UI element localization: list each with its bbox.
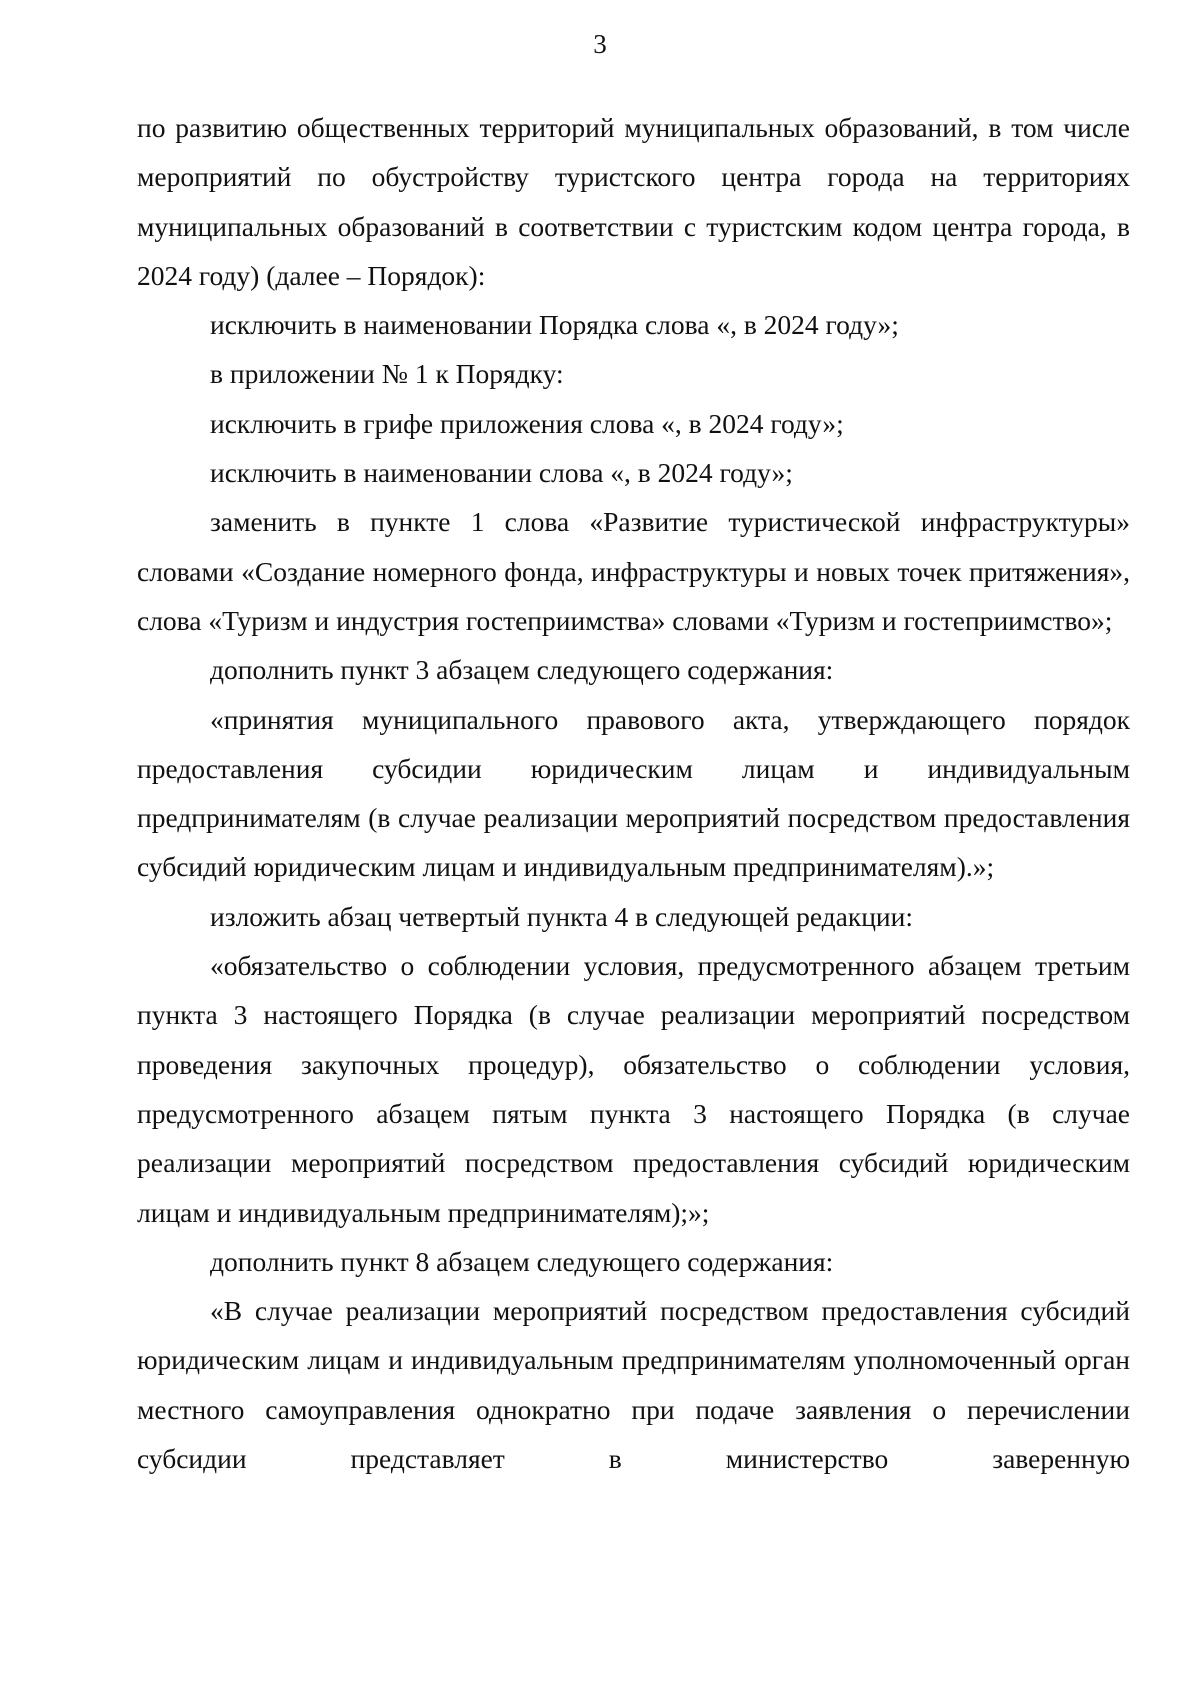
paragraph-exclude-stamp: исключить в грифе приложения слова «, в 2024 году»; <box>210 407 844 439</box>
paragraph-exclude-name: исключить в наименовании слова «, в 2024 году»; <box>210 457 793 489</box>
paragraph-appendix-1: в приложении № 1 к Порядку: <box>210 358 564 390</box>
paragraph-continuation: по развитию общественных территорий муниципальных образований, в том числе мероприятий по обустройству туристского центра города на территориях муниципальных образований в соответствии с туристским кодом центра города, в 2024 году) (далее – Порядок): <box>137 112 1130 291</box>
paragraph-add-item-3: дополнить пункт 3 абзацем следующего содержания: <box>210 654 834 686</box>
paragraph-exclude-title: исключить в наименовании Порядка слова «, в 2024 году»; <box>210 309 899 341</box>
paragraph-add-item-8: дополнить пункт 8 абзацем следующего содержания: <box>210 1245 834 1277</box>
document-body <box>137 103 1130 1483</box>
paragraph-quote-item-4: «обязательство о соблюдении условия, предусмотренного абзацем третьим пункта 3 настоящего Порядка (в случае реализации мероприятий посредством проведения закупочных процедур), обязательство о соблюдении условия, предусмотренного абзацем пятым пункта 3 настоящего Порядка (в случае реализации мероприятий посредством предоставления субсидий юридическим лицам и индивидуальным предпринимателям);»; <box>137 950 1130 1228</box>
paragraph-quote-item-3: «принятия муниципального правового акта, утверждающего порядок предоставления субсидии юридическим лицам и индивидуальным предпринимателям (в случае реализации мероприятий посредством предоставления субсидий юридическим лицам и индивидуальным предпринимателям).»; <box>137 703 1130 883</box>
paragraph-quote-item-8: «В случае реализации мероприятий посредством предоставления субсидий юридическим лицам и индивидуальным предпринимателям уполномоченный орган местного самоуправления однократно при подаче заявления о перечислении субсидии представляет в министерство заверенную <box>137 1295 1130 1475</box>
paragraph-restate-item-4: изложить абзац четвертый пункта 4 в следующей редакции: <box>210 900 914 932</box>
page-number: 3 <box>593 29 607 59</box>
paragraph-replace-item-1: заменить в пункте 1 слова «Развитие туристической инфраструктуры» словами «Создание номерного фонда, инфраструктуры и новых точек притяжения», слова «Туризм и индустрия гостеприимства» словами «Туризм и гостеприимство»; <box>137 506 1130 636</box>
